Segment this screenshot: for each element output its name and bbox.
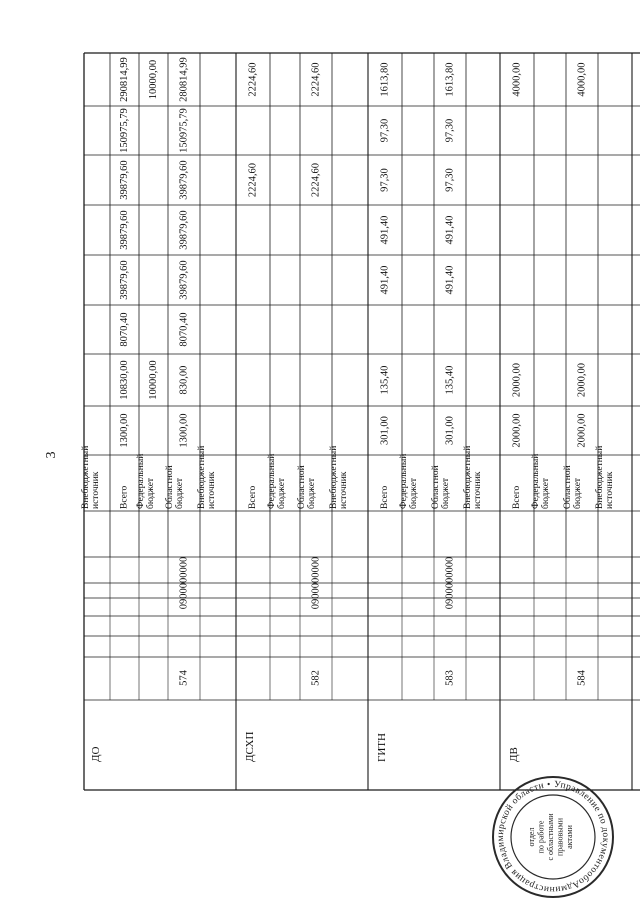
amount-value: 10000,00 xyxy=(148,59,159,100)
funding-source: Внебюджетныйисточник xyxy=(594,445,616,509)
seal-inner-line: актами xyxy=(565,825,574,849)
amount-value: 4000,00 xyxy=(576,62,588,97)
amount-value: 280814,99 xyxy=(178,57,190,102)
funding-source: Областнойбюджет xyxy=(296,465,318,509)
amount-value: 39879,60 xyxy=(178,260,190,300)
seal-inner-line: по работе xyxy=(536,820,546,854)
target-article-code: 0900000000 xyxy=(310,556,322,610)
amount-value: 491,40 xyxy=(444,265,456,295)
funding-source: Внебюджетныйисточник xyxy=(196,445,218,509)
amount-value: 10000,00 xyxy=(148,360,159,400)
amount-value: 10830,00 xyxy=(119,360,130,400)
official-seal xyxy=(490,774,616,900)
seal-outer-text: Администрация Владимирской области • Управление по документообороту xyxy=(495,779,611,895)
seal-inner-line: с областными xyxy=(546,813,555,861)
funding-source: Всего xyxy=(248,485,258,509)
funding-source: Федеральныйбюджет xyxy=(530,453,552,509)
amount-value: 150975,79 xyxy=(178,108,190,153)
amount-value: 1613,80 xyxy=(444,62,456,97)
funding-source: Внебюджетныйисточник xyxy=(80,445,102,509)
amount-value: 491,40 xyxy=(379,215,391,245)
seal-inner-line: отдел xyxy=(527,827,536,847)
funding-source: Областнойбюджет xyxy=(164,465,186,509)
budget-code: 584 xyxy=(576,670,588,686)
group-label: ДВ xyxy=(508,747,520,762)
budget-code: 582 xyxy=(310,670,322,686)
amount-value: 39879,60 xyxy=(119,210,130,250)
funding-source: Областнойбюджет xyxy=(562,465,584,509)
budget-code: 574 xyxy=(178,670,190,686)
amount-value: 2000,00 xyxy=(511,362,523,398)
amount-value: 830,00 xyxy=(178,365,190,395)
amount-value: 39879,60 xyxy=(178,160,190,200)
amount-value: 301,00 xyxy=(379,416,391,445)
amount-value: 491,40 xyxy=(444,215,456,245)
amount-value: 8070,40 xyxy=(119,312,130,347)
amount-value: 491,40 xyxy=(379,265,391,295)
funding-source: Федеральныйбюджет xyxy=(266,453,288,509)
amount-value: 97,30 xyxy=(379,118,391,143)
amount-value: 2000,00 xyxy=(511,413,523,448)
funding-source: Всего xyxy=(380,485,390,509)
amount-value: 8070,40 xyxy=(178,312,190,347)
amount-value: 1300,00 xyxy=(119,413,130,448)
amount-value: 97,30 xyxy=(444,168,456,192)
target-article-code: 0900000000 xyxy=(444,556,456,610)
group-label: ДСХП xyxy=(244,731,256,762)
amount-value: 290814,99 xyxy=(119,57,130,102)
amount-value: 39879,60 xyxy=(178,210,190,250)
amount-value: 97,30 xyxy=(444,118,456,143)
amount-value: 2224,60 xyxy=(310,62,322,97)
funding-source: Областнойбюджет xyxy=(430,465,452,509)
seal-inner-line: правовыми xyxy=(555,817,565,857)
amount-value: 39879,60 xyxy=(119,160,130,200)
amount-value: 2224,60 xyxy=(310,162,322,198)
amount-value: 4000,00 xyxy=(511,62,523,97)
amount-value: 2224,60 xyxy=(247,62,259,97)
amount-value: 39879,60 xyxy=(119,260,130,300)
funding-source: Всего xyxy=(119,485,130,509)
amount-value: 135,40 xyxy=(379,365,391,395)
amount-value: 150975,79 xyxy=(119,108,130,153)
funding-source: Всего xyxy=(512,485,522,509)
amount-value: 301,00 xyxy=(444,416,456,445)
amount-value: 1300,00 xyxy=(178,413,190,448)
group-label: ДО xyxy=(90,746,102,762)
amount-value: 97,30 xyxy=(379,168,391,192)
group-label: ГИТН xyxy=(376,733,388,762)
funding-source: Внебюджетныйисточник xyxy=(462,445,484,509)
budget-code: 583 xyxy=(444,670,456,686)
funding-source: Внебюджетныйисточник xyxy=(328,445,350,509)
amount-value: 2000,00 xyxy=(576,413,588,448)
amount-value: 1613,80 xyxy=(379,62,391,97)
target-article-code: 0900000000 xyxy=(178,556,190,610)
amount-value: 2000,00 xyxy=(576,362,588,398)
funding-source: Федеральныйбюджет xyxy=(135,453,157,509)
amount-value: 2224,60 xyxy=(247,162,259,198)
amount-value: 135,40 xyxy=(444,365,456,395)
funding-source: Федеральныйбюджет xyxy=(398,453,420,509)
page-number: 3 xyxy=(44,451,59,459)
